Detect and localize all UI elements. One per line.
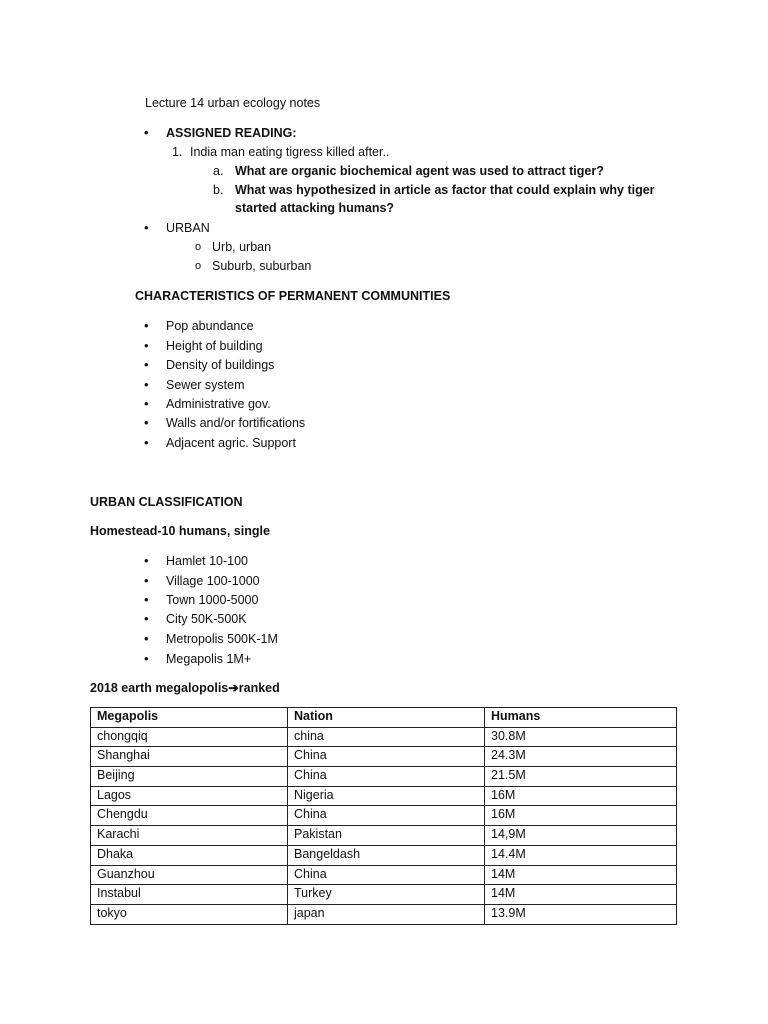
homestead-line: Homestead-10 humans, single xyxy=(90,524,270,538)
characteristics-item: • Pop abundance xyxy=(166,318,254,334)
table-row xyxy=(91,826,677,846)
characteristics-heading: CHARACTERISTICS OF PERMANENT COMMUNITIES xyxy=(135,289,451,303)
reading-item-1 xyxy=(172,144,390,160)
ranking-heading xyxy=(90,680,280,696)
table-cell: tokyo xyxy=(91,904,288,924)
megapolis-table xyxy=(90,707,677,925)
table-row xyxy=(91,806,677,826)
page-title: Lecture 14 urban ecology notes xyxy=(145,96,321,110)
ranking-heading-suffix: ranked xyxy=(238,681,280,695)
table-cell: Shanghai xyxy=(91,747,288,767)
table-cell: China xyxy=(288,767,485,787)
table-cell: China xyxy=(288,806,485,826)
header-cell: Humans xyxy=(485,708,677,728)
characteristics-item: • Adjacent agric. Support xyxy=(166,435,296,451)
table-row xyxy=(91,767,677,787)
table-cell: chongqiq xyxy=(91,727,288,747)
table-row xyxy=(91,885,677,905)
table-cell: Nigeria xyxy=(288,786,485,806)
table-row xyxy=(91,727,677,747)
header-cell: Nation xyxy=(288,708,485,728)
table-cell: Dhaka xyxy=(91,845,288,865)
table-cell: japan xyxy=(288,904,485,924)
reading-item-text: India man eating tigress killed after.. xyxy=(190,145,390,159)
table-row xyxy=(91,904,677,924)
table-cell: Chengdu xyxy=(91,806,288,826)
table-cell: 24.3M xyxy=(485,747,677,767)
table-header-row xyxy=(91,708,677,728)
table-cell: 30.8M xyxy=(485,727,677,747)
table-cell: 14M xyxy=(485,865,677,885)
table-row xyxy=(91,865,677,885)
question-b-text-line2: started attacking humans? xyxy=(235,201,395,215)
table-row xyxy=(91,786,677,806)
header-cell: Megapolis xyxy=(91,708,288,728)
classification-item: • City 50K-500K xyxy=(166,611,247,627)
characteristics-item: • Administrative gov. xyxy=(166,396,271,412)
table-cell: Turkey xyxy=(288,885,485,905)
assigned-reading-heading: • ASSIGNED READING: xyxy=(166,125,297,141)
question-a-label: a. xyxy=(213,164,224,178)
urban-sub-item: o Urb, urban xyxy=(212,239,271,255)
table-cell: Beijing xyxy=(91,767,288,787)
table-cell: china xyxy=(288,727,485,747)
arrow-right-icon: ➔ xyxy=(228,681,239,695)
classification-item: • Metropolis 500K-1M xyxy=(166,631,278,647)
table-cell: Pakistan xyxy=(288,826,485,846)
question-a xyxy=(213,163,604,179)
table-cell: 14,9M xyxy=(485,826,677,846)
table-cell: Guanzhou xyxy=(91,865,288,885)
table-cell: Bangeldash xyxy=(288,845,485,865)
classification-item: • Hamlet 10-100 xyxy=(166,553,248,569)
urban-heading: • URBAN xyxy=(166,220,210,236)
classification-heading: URBAN CLASSIFICATION xyxy=(90,495,243,509)
table-cell: China xyxy=(288,865,485,885)
classification-item: • Megapolis 1M+ xyxy=(166,651,251,667)
table-cell: 16M xyxy=(485,806,677,826)
question-b-text-line1: What was hypothesized in article as factor that could explain why tiger xyxy=(235,183,655,197)
question-a-text: What are organic biochemical agent was used to attract tiger? xyxy=(235,164,604,178)
reading-item-number: 1. xyxy=(172,145,183,159)
table-cell: Instabul xyxy=(91,885,288,905)
table-cell: 14.4M xyxy=(485,845,677,865)
classification-item: • Town 1000-5000 xyxy=(166,592,258,608)
table-cell: 16M xyxy=(485,786,677,806)
question-b xyxy=(213,182,655,198)
table-cell: 14M xyxy=(485,885,677,905)
urban-sub-item: o Suburb, suburban xyxy=(212,258,311,274)
table-cell: 21.5M xyxy=(485,767,677,787)
table-cell: Lagos xyxy=(91,786,288,806)
table-cell: 13.9M xyxy=(485,904,677,924)
characteristics-item: • Density of buildings xyxy=(166,357,274,373)
table-row xyxy=(91,747,677,767)
classification-item: • Village 100-1000 xyxy=(166,573,260,589)
question-b-label: b. xyxy=(213,183,224,197)
characteristics-item: • Walls and/or fortifications xyxy=(166,415,305,431)
table-row xyxy=(91,845,677,865)
characteristics-item: • Height of building xyxy=(166,338,263,354)
ranking-heading-text: 2018 earth megalopolis xyxy=(90,681,229,695)
table-cell: China xyxy=(288,747,485,767)
characteristics-item: • Sewer system xyxy=(166,377,245,393)
table-cell: Karachi xyxy=(91,826,288,846)
